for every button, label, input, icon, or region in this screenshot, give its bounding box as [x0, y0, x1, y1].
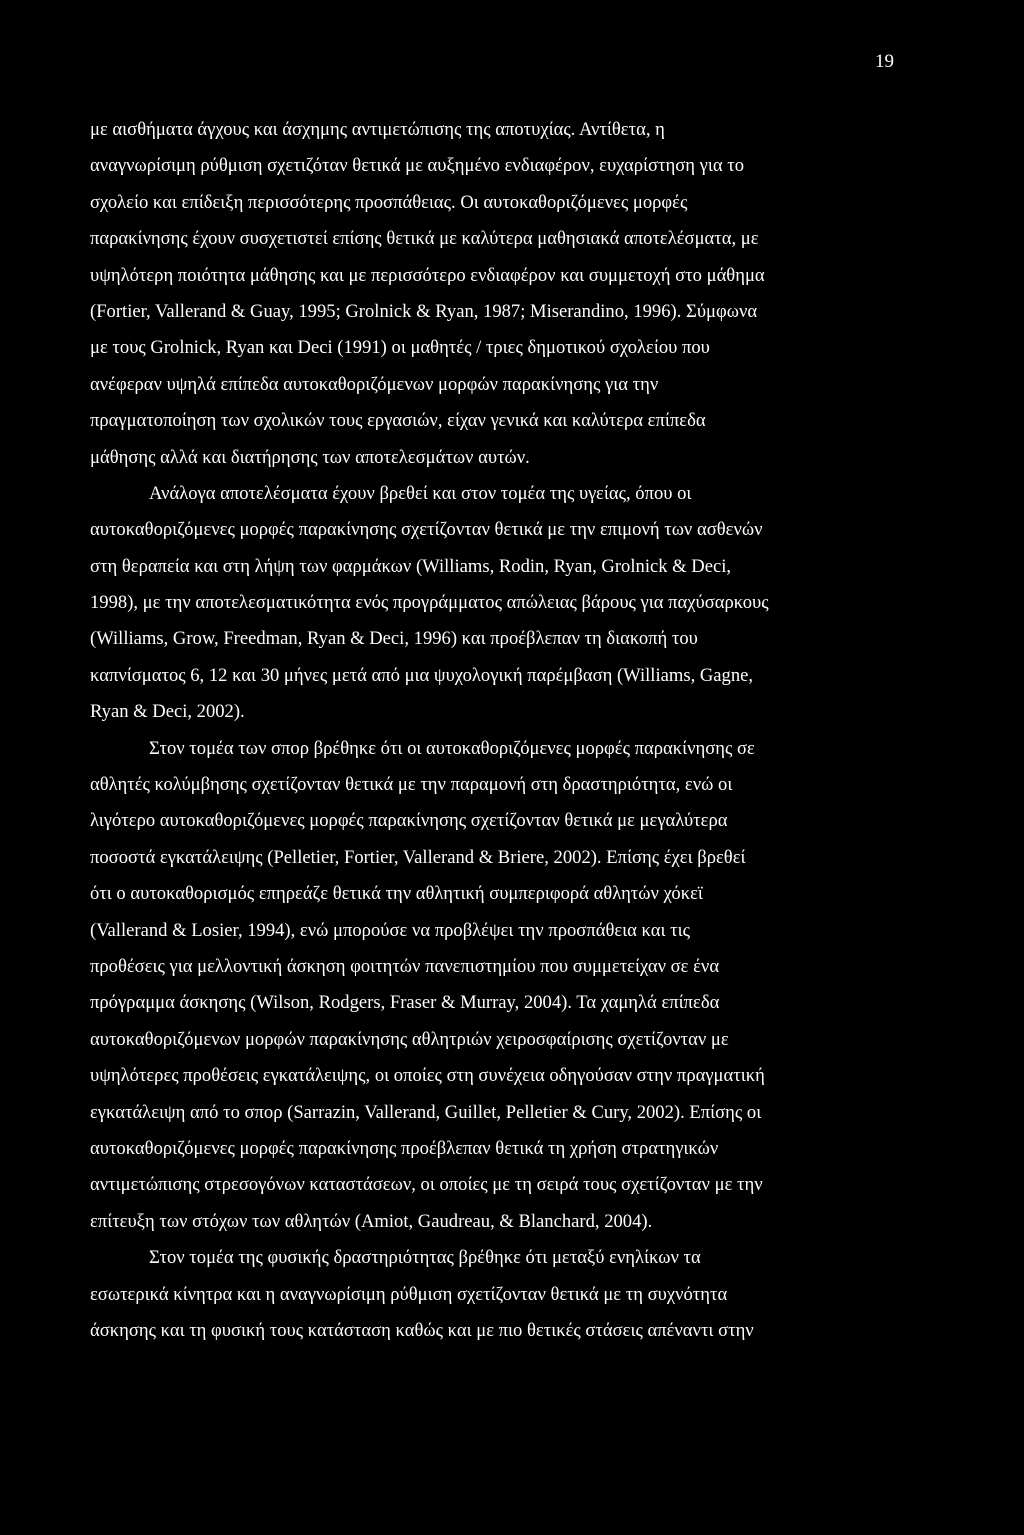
- text-line: Ryan & Deci, 2002).: [90, 701, 245, 723]
- text-line: υψηλότερες προθέσεις εγκατάλειψης, οι οποίες στη συνέχεια οδηγούσαν στην πραγματική: [90, 1065, 765, 1087]
- text-line: αυτοκαθοριζόμενων μορφών παρακίνησης αθλητριών χειροσφαίρισης σχετίζονταν με: [90, 1028, 729, 1050]
- text-line: 1998), με την αποτελεσματικότητα ενός προγράμματος απώλειας βάρους για παχύσαρκους: [90, 592, 769, 614]
- text-line: αθλητές κολύμβησης σχετίζονταν θετικά με την παραμονή στη δραστηριότητα, ενώ οι: [90, 774, 733, 796]
- text-line: εσωτερικά κίνητρα και η αναγνωρίσιμη ρύθμιση σχετίζονταν θετικά με τη συχνότητα: [90, 1283, 728, 1305]
- text-line: Στον τομέα των σπορ βρέθηκε ότι οι αυτοκαθοριζόμενες μορφές παρακίνησης σε: [149, 737, 755, 759]
- text-line: σχολείο και επίδειξη περισσότερης προσπάθειας. Οι αυτοκαθοριζόμενες μορφές: [90, 191, 688, 213]
- text-line: αυτοκαθοριζόμενες μορφές παρακίνησης προέβλεπαν θετικά τη χρήση στρατηγικών: [90, 1137, 719, 1159]
- text-line: πραγματοποίηση των σχολικών τους εργασιών, είχαν γενικά και καλύτερα επίπεδα: [90, 410, 706, 432]
- text-line: (Vallerand & Losier, 1994), ενώ μπορούσε να προβλέψει την προσπάθεια και τις: [90, 919, 690, 941]
- text-line: Ανάλογα αποτελέσματα έχουν βρεθεί και στον τομέα της υγείας, όπου οι: [149, 482, 692, 504]
- text-line: αναγνωρίσιμη ρύθμιση σχετιζόταν θετικά με αυξημένο ενδιαφέρον, ευχαρίστηση για το: [90, 155, 745, 177]
- text-line: παρακίνησης έχουν συσχετιστεί επίσης θετικά με καλύτερα μαθησιακά αποτελέσματα, με: [90, 228, 759, 250]
- body-text: [90, 112, 910, 1349]
- text-line: με αισθήματα άγχους και άσχημης αντιμετώπισης της αποτυχίας. Αντίθετα, η: [90, 119, 665, 140]
- page-number: 19: [875, 51, 894, 72]
- text-line: ανέφεραν υψηλά επίπεδα αυτοκαθοριζόμενων μορφών παρακίνησης για την: [90, 373, 659, 395]
- text-line: αντιμετώπισης στρεσογόνων καταστάσεων, οι οποίες με τη σειρά τους σχετίζονταν με την: [90, 1174, 763, 1196]
- text-line: μάθησης αλλά και διατήρησης των αποτελεσμάτων αυτών.: [90, 446, 530, 468]
- text-line: με τους Grolnick, Ryan και Deci (1991) οι μαθητές / τριες δημοτικού σχολείου που: [90, 337, 710, 359]
- text-line: πρόγραμμα άσκησης (Wilson, Rodgers, Fraser & Murray, 2004). Τα χαμηλά επίπεδα: [90, 992, 720, 1014]
- text-line: καπνίσματος 6, 12 και 30 μήνες μετά από μια ψυχολογική παρέμβαση (Williams, Gagne,: [90, 664, 754, 686]
- text-line: (Fortier, Vallerand & Guay, 1995; Grolnick & Ryan, 1987; Miserandino, 1996). Σύμφωνα: [90, 300, 758, 322]
- text-line: (Williams, Grow, Freedman, Ryan & Deci, 1996) και προέβλεπαν τη διακοπή του: [90, 628, 698, 650]
- text-line: άσκησης και τη φυσική τους κατάσταση καθώς και με πιο θετικές στάσεις απέναντι στην: [90, 1319, 754, 1341]
- text-line: ποσοστά εγκατάλειψης (Pelletier, Fortier, Vallerand & Briere, 2002). Επίσης έχει βρεθεί: [90, 846, 746, 868]
- text-line: λιγότερο αυτοκαθοριζόμενες μορφές παρακίνησης σχετίζονταν θετικά με μεγαλύτερα: [90, 810, 728, 832]
- text-line: εγκατάλειψη από το σπορ (Sarrazin, Vallerand, Guillet, Pelletier & Cury, 2002). Επίσης οι: [90, 1101, 762, 1123]
- text-line: επίτευξη των στόχων των αθλητών (Amiot, Gaudreau, & Blanchard, 2004).: [90, 1210, 653, 1232]
- text-line: στη θεραπεία και στη λήψη των φαρμάκων (Williams, Rodin, Ryan, Grolnick & Deci,: [90, 555, 732, 577]
- text-line: υψηλότερη ποιότητα μάθησης και με περισσότερο ενδιαφέρον και συμμετοχή στο μάθημα: [90, 264, 765, 286]
- text-line: ότι ο αυτοκαθορισμός επηρεάζε θετικά την αθλητική συμπεριφορά αθλητών χόκεϊ: [90, 883, 703, 905]
- text-line: Στον τομέα της φυσικής δραστηριότητας βρέθηκε ότι μεταξύ ενηλίκων τα: [149, 1247, 701, 1269]
- text-line: αυτοκαθοριζόμενες μορφές παρακίνησης σχετίζονταν θετικά με την επιμονή των ασθενών: [90, 519, 763, 541]
- text-line: προθέσεις για μελλοντική άσκηση φοιτητών πανεπιστημίου που συμμετείχαν σε ένα: [90, 955, 720, 977]
